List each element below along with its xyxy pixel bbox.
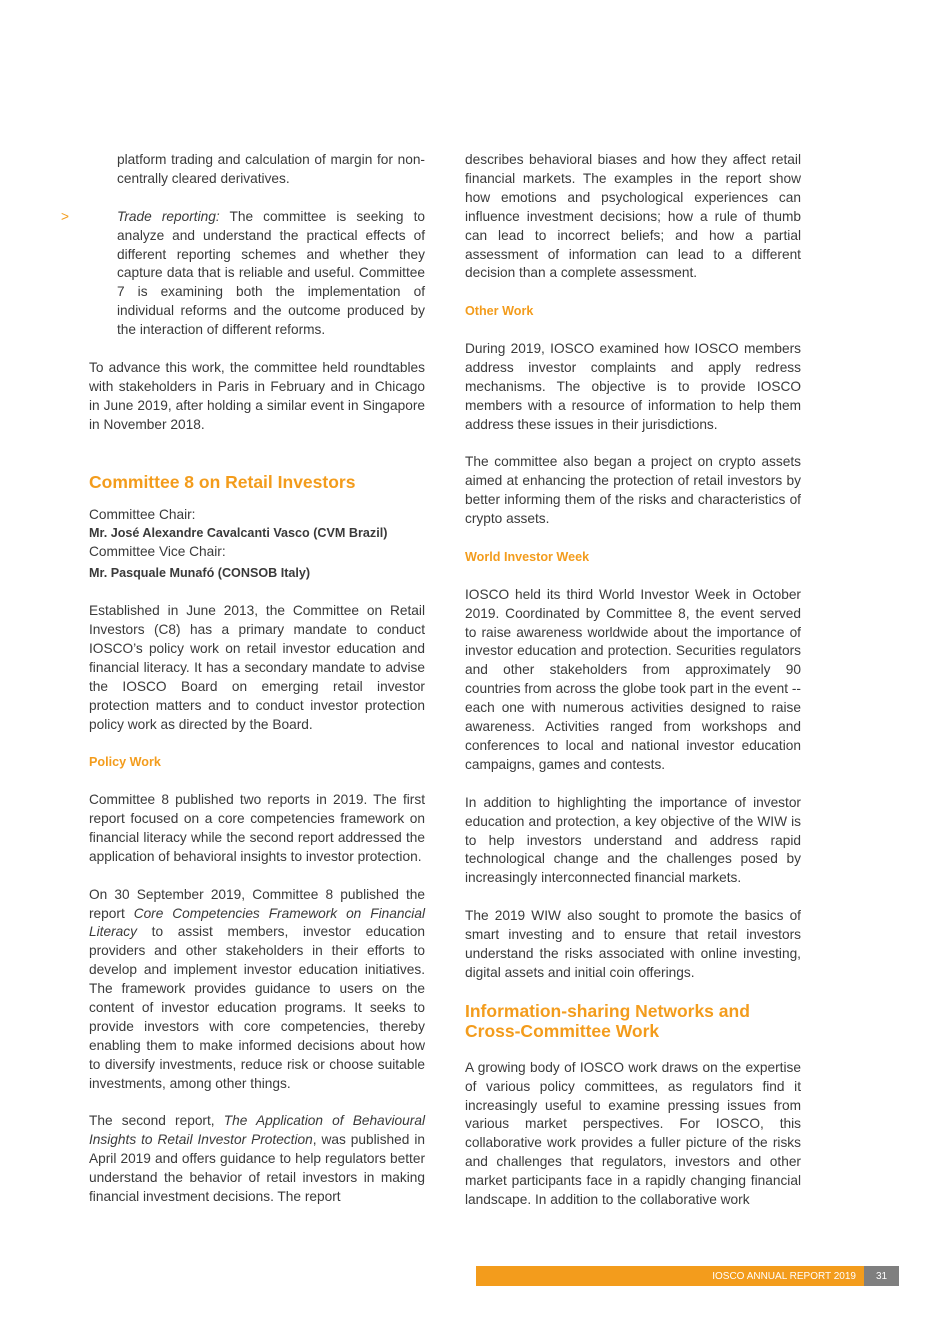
chair-label: Committee Chair: (89, 506, 196, 522)
section-heading-information-sharing: Information-sharing Networks and Cross-Committee Work (465, 1000, 750, 1041)
paragraph: Committee 8 published two reports in 2019. The first report focused on a core competencies framework on financial literacy while the second report addressed the application of behavioral insights to investor protection. (89, 792, 425, 864)
paragraph: describes behavioral biases and how they affect retail financial markets. The examples in the report show how emotions and psychological experiences can influence investment decisions; how a rule of thumb can lead to incorrect beliefs; and how a partial assessment of information can lead to a different decision than a complete assessment. (465, 152, 801, 281)
report-title: The Application of Behavioural Insights to Retail Investor Protection (89, 1113, 425, 1148)
bullet-label: Trade reporting: (117, 208, 220, 224)
subheading-world-investor-week: World Investor Week (465, 549, 590, 564)
left-column (61, 151, 426, 1207)
report-title: Core Competencies Framework on Financial Literacy (89, 905, 425, 940)
paragraph: A growing body of IOSCO work draws on the expertise of various policy committees, as regulators find it increasingly useful to examine pressing issues from various market perspectives. For IOSCO, this collaborative work provides a fuller picture of the risks and challenges that regulators, investors and other market participants face in a rapidly changing financial landscape. In addition to the collaborative work (465, 1059, 801, 1208)
bullet-arrow-icon: > (61, 208, 69, 224)
paragraph: The committee also began a project on crypto assets aimed at enhancing the protection of retail investors by better informing them of the risks and characteristics of crypto assets. (465, 454, 801, 527)
paragraph: The 2019 WIW also sought to promote the basics of smart investing and to ensure that retail investors understand the risks associated with online investing, digital assets and initial coin offerings. (465, 908, 801, 980)
footer-report-title: IOSCO ANNUAL REPORT 2019 (476, 1266, 864, 1286)
bullet-text: The committee is seeking to analyze and understand the practical effects of different reporting schemes and whether they capture data that is reliable and useful. Committee 7 is examining both the implementation of individual reforms and the outcome produced by the interaction of different reforms. (117, 208, 425, 338)
bullet-item-trade-reporting (61, 208, 425, 340)
vice-chair-name: Mr. Pasquale Munafó (CONSOB Italy) (89, 566, 311, 581)
subheading-other-work: Other Work (465, 304, 534, 319)
paragraph: The second report, The Application of Behavioural Insights to Retail Investor Protection, was published in April 2019 and offers guidance to help regulators better understand the behavior of retail investors in making financial investment decisions. The report (89, 1113, 426, 1205)
paragraph: IOSCO held its third World Investor Week in October 2019. Coordinated by Committee 8, the event served to raise awareness worldwide about the importance of investor education and protection. Securities regulators and other stakeholders from approximately 90 countries from across the globe took part in the event -- each one with numerous activities designed to raise awareness. Activities ranged from workshops and conferences to local and national investor education campaigns, games and contests. (465, 586, 801, 772)
section-heading-committee-8: Committee 8 on Retail Investors (89, 471, 356, 492)
chair-name: Mr. José Alexandre Cavalcanti Vasco (CVM Brazil) (89, 526, 388, 541)
vice-chair-label: Committee Vice Chair: (89, 544, 226, 560)
paragraph: platform trading and calculation of margin for non-centrally cleared derivatives. (117, 152, 425, 186)
page-footer (476, 1266, 899, 1286)
paragraph: In addition to highlighting the importance of investor education and protection, a key objective of the WIW is to help investors understand and address rapid technological change and the challenges posed by increasingly interconnected financial markets. (465, 794, 801, 886)
page-number: 31 (864, 1266, 899, 1286)
paragraph: On 30 September 2019, Committee 8 published the report Core Competencies Framework on Financial Literacy to assist members, investor education providers and other stakeholders in their efforts to develop and implement investor education initiatives. The framework provides guidance to users on the content of investor education programs. It seeks to provide investors with core competencies, thereby enabling them to make informed decisions about how to diversify investments, reduce risk or choose suitable investments, among other things. (89, 886, 425, 1091)
paragraph: To advance this work, the committee held roundtables with stakeholders in Paris in February and in Chicago in June 2019, after holding a similar event in Singapore in November 2018. (89, 359, 425, 432)
paragraph: Established in June 2013, the Committee on Retail Investors (C8) has a primary mandate to conduct IOSCO’s policy work on retail investor education and financial literacy. It has a secondary mandate to advise the IOSCO Board on emerging retail investor protection matters and to conduct investor protection policy work as directed by the Board. (89, 603, 425, 732)
paragraph: During 2019, IOSCO examined how IOSCO members address investor complaints and apply redress mechanisms. The objective is to provide IOSCO members with a resource of information to help them address these issues in their jurisdictions. (465, 341, 801, 432)
subheading-policy-work: Policy Work (89, 755, 161, 770)
right-column (465, 151, 801, 1210)
